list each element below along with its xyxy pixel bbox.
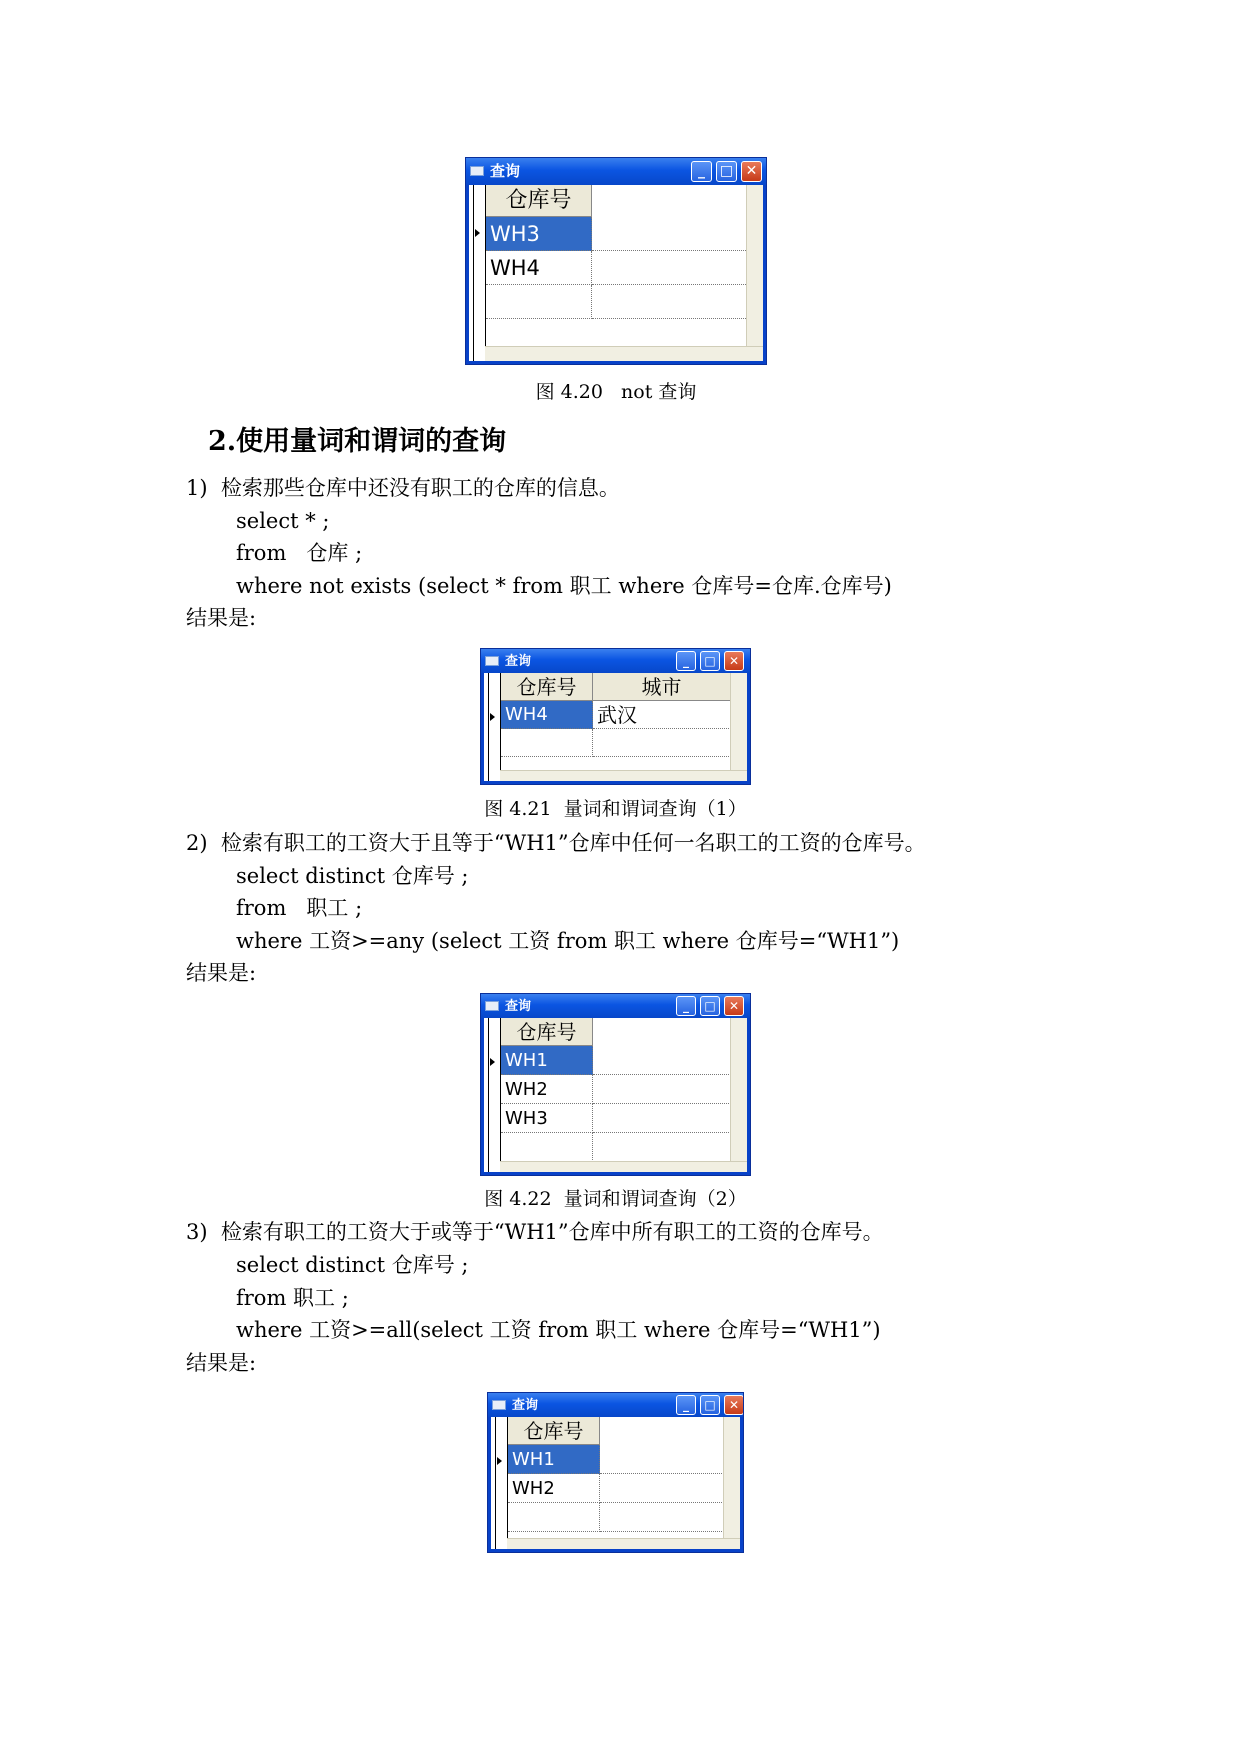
- code-line: where 工资>=any (select 工资 from 职工 where 仓库号=“WH1”): [236, 929, 900, 953]
- question-2: 2) 检索有职工的工资大于且等于“WH1”仓库中任何一名职工的工资的仓库号。: [186, 831, 926, 855]
- grid-cell-empty[interactable]: [501, 1133, 593, 1162]
- query-window-fig-4-21: [480, 648, 751, 785]
- horizontal-scrollbar[interactable]: [485, 346, 763, 361]
- question-3: 3) 检索有职工的工资大于或等于“WH1”仓库中所有职工的工资的仓库号。: [186, 1220, 884, 1244]
- window-title: 查询: [490, 162, 521, 180]
- grid-cell-empty[interactable]: [593, 1133, 731, 1162]
- maximize-button[interactable]: □: [716, 161, 737, 182]
- grid-cell-empty[interactable]: [592, 217, 750, 251]
- grid-cell-empty[interactable]: [600, 1503, 724, 1532]
- title-bar[interactable]: [481, 649, 750, 673]
- column-header[interactable]: 仓库号: [486, 185, 592, 217]
- record-selector-column: [484, 673, 501, 781]
- maximize-button[interactable]: □: [700, 996, 720, 1016]
- table-icon: [485, 1001, 499, 1011]
- grid-cell-empty[interactable]: [593, 1046, 731, 1075]
- record-selector-column: [469, 185, 486, 361]
- current-record-arrow-icon: [490, 1058, 495, 1066]
- maximize-button[interactable]: □: [700, 651, 720, 671]
- close-button[interactable]: ✕: [724, 651, 744, 671]
- grid-cell[interactable]: WH1: [501, 1046, 593, 1075]
- vertical-scrollbar[interactable]: [730, 673, 747, 781]
- grid-cell[interactable]: WH4: [486, 251, 592, 285]
- query-window-fig-4-23: [487, 1392, 744, 1553]
- close-button[interactable]: ✕: [724, 1395, 744, 1415]
- close-button[interactable]: ✕: [724, 996, 744, 1016]
- figure-caption: 图 4.22 量词和谓词查询（2）: [484, 1188, 747, 1210]
- code-line: where 工资>=all(select 工资 from 职工 where 仓库号=“WH1”): [236, 1318, 881, 1342]
- horizontal-scrollbar[interactable]: [507, 1538, 740, 1549]
- current-record-arrow-icon: [475, 229, 480, 237]
- code-line: where not exists (select * from 职工 where 仓库号=仓库.仓库号): [236, 574, 892, 598]
- grid-area: [484, 1018, 747, 1172]
- grid-cell-empty[interactable]: [501, 729, 593, 757]
- grid-cell[interactable]: WH3: [501, 1104, 593, 1133]
- column-header[interactable]: 城市: [593, 673, 731, 701]
- code-line: select * ;: [236, 509, 330, 533]
- horizontal-scrollbar[interactable]: [500, 1161, 747, 1172]
- minimize-button[interactable]: _: [676, 1395, 696, 1415]
- record-selector-column: [484, 1018, 501, 1172]
- table-icon: [492, 1400, 506, 1410]
- result-label: 结果是:: [186, 961, 257, 985]
- title-bar[interactable]: [481, 994, 750, 1018]
- grid-cell-empty[interactable]: [600, 1474, 724, 1503]
- minimize-button[interactable]: _: [676, 651, 696, 671]
- code-line: select distinct 仓库号 ;: [236, 1253, 469, 1277]
- grid-cell-empty[interactable]: [486, 285, 592, 319]
- grid-cell-empty[interactable]: [600, 1445, 724, 1474]
- grid-cell[interactable]: WH2: [501, 1075, 593, 1104]
- maximize-button[interactable]: □: [700, 1395, 720, 1415]
- grid-cell-empty[interactable]: [508, 1503, 600, 1532]
- section-heading: 2.使用量词和谓词的查询: [208, 426, 507, 457]
- grid-cell-empty[interactable]: [592, 285, 750, 319]
- vertical-scrollbar[interactable]: [723, 1417, 740, 1549]
- grid-cell-empty[interactable]: [593, 729, 731, 757]
- grid-cell-empty[interactable]: [592, 251, 750, 285]
- question-1: 1) 检索那些仓库中还没有职工的仓库的信息。: [186, 476, 620, 500]
- code-line: from 仓库 ;: [236, 541, 363, 565]
- grid-cell[interactable]: 武汉: [593, 701, 731, 729]
- column-header[interactable]: 仓库号: [501, 673, 593, 701]
- result-label: 结果是:: [186, 1351, 257, 1375]
- minimize-button[interactable]: _: [676, 996, 696, 1016]
- column-header[interactable]: 仓库号: [501, 1018, 593, 1046]
- minimize-button[interactable]: _: [691, 161, 712, 182]
- grid-cell-empty[interactable]: [593, 1075, 731, 1104]
- figure-caption: 图 4.20 not 查询: [535, 381, 697, 403]
- window-title: 查询: [505, 999, 532, 1014]
- title-bar[interactable]: [466, 158, 766, 185]
- grid-area: [484, 673, 747, 781]
- title-bar[interactable]: [488, 1393, 743, 1417]
- horizontal-scrollbar[interactable]: [500, 770, 747, 781]
- grid-cell[interactable]: WH1: [508, 1445, 600, 1474]
- record-selector-column: [491, 1417, 508, 1549]
- window-title: 查询: [512, 1398, 539, 1413]
- grid-cell-empty[interactable]: [593, 1104, 731, 1133]
- close-button[interactable]: ✕: [741, 161, 762, 182]
- table-icon: [470, 166, 484, 176]
- column-header[interactable]: 仓库号: [508, 1417, 600, 1445]
- result-label: 结果是:: [186, 606, 257, 630]
- grid-cell[interactable]: WH3: [486, 217, 592, 251]
- current-record-arrow-icon: [497, 1457, 502, 1465]
- code-line: from 职工 ;: [236, 896, 363, 920]
- vertical-scrollbar[interactable]: [730, 1018, 747, 1172]
- grid-cell[interactable]: WH4: [501, 701, 593, 729]
- table-icon: [485, 656, 499, 666]
- current-record-arrow-icon: [490, 713, 495, 721]
- code-line: select distinct 仓库号 ;: [236, 864, 469, 888]
- query-window-fig-4-20: [465, 157, 767, 365]
- grid-area: [469, 185, 763, 361]
- code-line: from 职工 ;: [236, 1286, 349, 1310]
- query-window-fig-4-22: [480, 993, 751, 1176]
- vertical-scrollbar[interactable]: [746, 185, 763, 361]
- grid-cell[interactable]: WH2: [508, 1474, 600, 1503]
- window-title: 查询: [505, 654, 532, 669]
- figure-caption: 图 4.21 量词和谓词查询（1）: [484, 798, 747, 820]
- grid-area: [491, 1417, 740, 1549]
